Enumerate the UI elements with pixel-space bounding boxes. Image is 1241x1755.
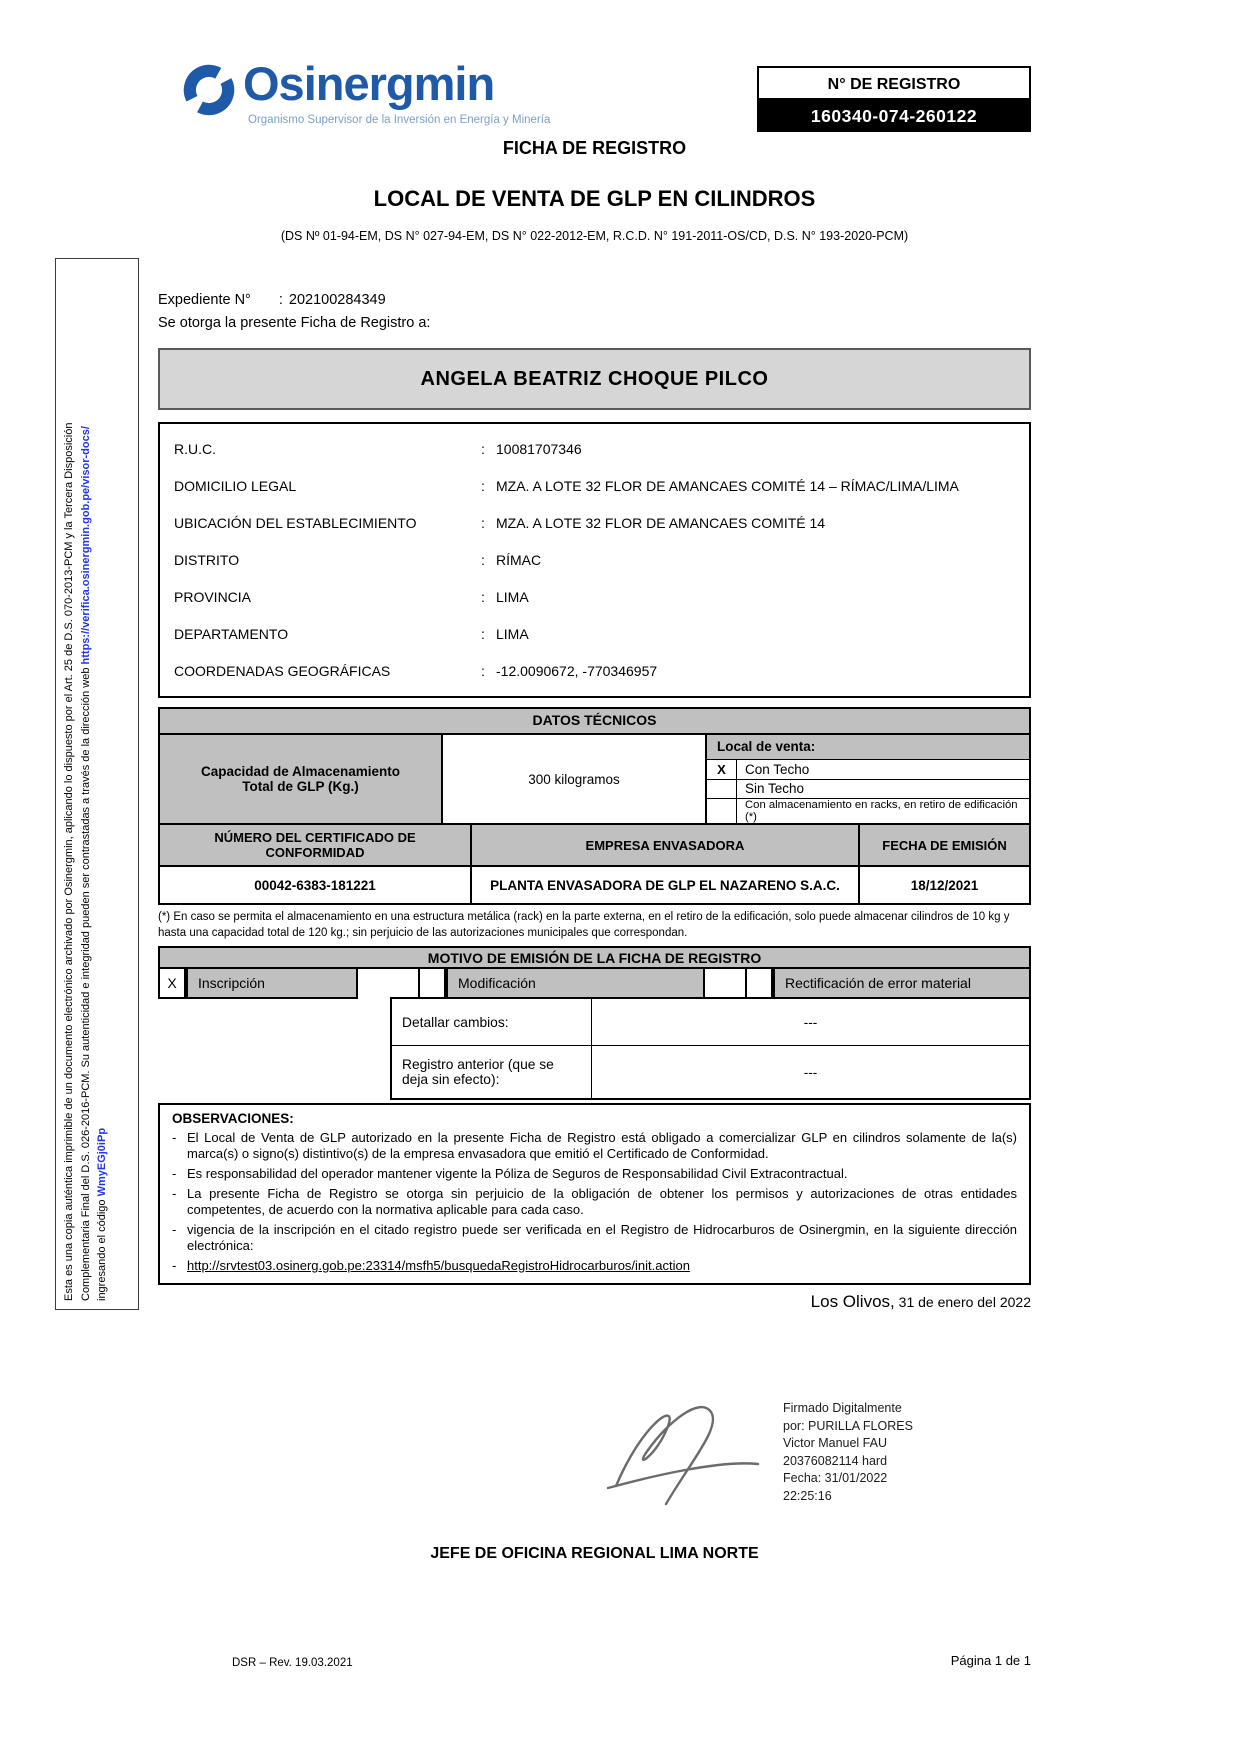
page-number: Página 1 de 1 bbox=[950, 1653, 1031, 1668]
cert-fecha: 18/12/2021 bbox=[910, 877, 979, 893]
list-item: - La presente Ficha de Registro se otorga sin perjuicio de la obligación de obtener los permisos y autorizaciones de otras entidades competentes, de acuerdo con la normativa aplicable para cada caso. bbox=[172, 1186, 1017, 1217]
table-row: DISTRITO : RÍMAC bbox=[174, 551, 542, 568]
signature-scribble bbox=[598, 1390, 783, 1520]
verification-code: WmyEGj0iPp bbox=[96, 1127, 108, 1197]
list-item: - Es responsabilidad del operador mantener vigente la Póliza de Seguros de Responsabilidad Civil Extracontractual. bbox=[172, 1166, 848, 1181]
option-rectificacion: Rectificación de error material bbox=[773, 967, 1031, 999]
sidebar-line-3: ingresando el código WmyEGj0iPp bbox=[96, 1127, 108, 1301]
brand-name: Osinergmin bbox=[243, 57, 495, 110]
option-inscripcion: Inscripción bbox=[186, 967, 358, 999]
sidebar-line-2: Complementaria Final del D.S. 026-2016-PCM. Su autenticidad e integridad pueden ser contrastadas a través de la dirección web https://verifica.osinergmin.gob.pe/visor-docs/ bbox=[79, 426, 92, 1301]
cert-header-fecha: FECHA DE EMISIÓN bbox=[882, 837, 1007, 853]
checkbox-racks[interactable] bbox=[707, 799, 737, 823]
doc-revision: DSR – Rev. 19.03.2021 bbox=[232, 1657, 353, 1669]
page-title: LOCAL DE VENTA DE GLP EN CILINDROS bbox=[373, 186, 816, 211]
datos-tecnicos-title: DATOS TÉCNICOS bbox=[160, 709, 1029, 735]
table-row: DOMICILIO LEGAL : MZA. A LOTE 32 FLOR DE AMANCAES COMITÉ 14 – RÍMAC/LIMA/LIMA bbox=[174, 477, 959, 494]
local-venta-label: Local de venta: bbox=[707, 735, 1029, 760]
table-row: PROVINCIA : LIMA bbox=[174, 589, 529, 606]
list-item: - vigencia de la inscripción en el citado registro puede ser verificada en el Registro de Hidrocarburos de Osinergmin, en la siguiente dirección electrónica: bbox=[172, 1222, 1017, 1253]
table-row: COORDENADAS GEOGRÁFICAS : -12.0090672, -770346957 bbox=[174, 663, 658, 680]
doc-type-heading: FICHA DE REGISTRO bbox=[502, 138, 687, 158]
table-row: Detallar cambios: --- bbox=[392, 999, 1029, 1046]
registro-number-box bbox=[757, 66, 1031, 132]
issuance-line bbox=[158, 1292, 1031, 1312]
hidrocarburos-registry-link[interactable]: http://srvtest03.osinerg.gob.pe:23314/msfh5/busquedaRegistroHidrocarburos/init.action bbox=[187, 1258, 690, 1273]
table-row: UBICACIÓN DEL ESTABLECIMIENTO : MZA. A LOTE 32 FLOR DE AMANCAES COMITÉ 14 bbox=[174, 514, 826, 531]
expediente-label: Expediente N° bbox=[158, 292, 251, 308]
checkbox-rectificacion[interactable] bbox=[745, 967, 773, 999]
table-row: Registro anterior (que se deja sin efecto): --- bbox=[392, 1046, 1029, 1098]
authenticity-sidebar bbox=[55, 258, 139, 1310]
cert-number: 00042-6383-181221 bbox=[160, 867, 472, 903]
list-item: - El Local de Venta de GLP autorizado en la presente Ficha de Registro está obligado a comercializar GLP en cilindros solamente de la(s) marca(s) o signo(s) distintivo(s) de la empresa envasadora que emitió el Certificado de Conformidad. bbox=[172, 1130, 1017, 1161]
signer-role: JEFE DE OFICINA REGIONAL LIMA NORTE bbox=[430, 1545, 759, 1562]
checkbox-modificacion[interactable] bbox=[418, 967, 446, 999]
cert-empresa: PLANTA ENVASADORA DE GLP EL NAZARENO S.A.C. bbox=[472, 867, 860, 903]
datos-tecnicos-table bbox=[158, 707, 1031, 905]
expediente-value: 202100284349 bbox=[288, 292, 386, 308]
option-racks: Con almacenamiento en racks, en retiro de edificación (*) bbox=[707, 799, 1029, 823]
list-item: - http://srvtest03.osinerg.gob.pe:23314/msfh5/busquedaRegistroHidrocarburos/init.action bbox=[172, 1258, 1017, 1274]
observaciones-box bbox=[158, 1103, 1031, 1285]
digital-signature-block: Firmado Digitalmente por: PURILLA FLORES Victor Manuel FAU 20376082114 hard Fecha: 31/01/2022 22:25:16 bbox=[783, 1401, 913, 1503]
checkbox-inscripcion[interactable]: X bbox=[158, 967, 186, 999]
observaciones-title: OBSERVACIONES: bbox=[172, 1111, 294, 1126]
capacidad-label: Capacidad de Almacenamiento Total de GLP (Kg.) bbox=[160, 735, 443, 823]
authenticity-sidebar-text bbox=[56, 259, 140, 1311]
grant-line: Se otorga la presente Ficha de Registro a: bbox=[158, 315, 431, 331]
racks-footnote: (*) En caso se permita el almacenamiento en una estructura metálica (rack) en la parte externa, en el retiro de la edificación, solo puede almacenar cilindros de 10 kg y hasta una capacidad total de 120 kg.; sin perjuicio de las autorizaciones municipales que correspondan. bbox=[158, 911, 1010, 939]
table-row: R.U.C. : 10081707346 bbox=[174, 440, 582, 457]
registro-label: N° DE REGISTRO bbox=[757, 66, 1031, 100]
motivo-title: MOTIVO DE EMISIÓN DE LA FICHA DE REGISTRO bbox=[158, 946, 1031, 969]
checkbox-con-techo[interactable]: X bbox=[707, 760, 737, 779]
registro-number: 160340-074-260122 bbox=[757, 100, 1031, 132]
table-row: DEPARTAMENTO : LIMA bbox=[174, 626, 529, 643]
checkbox-sin-techo[interactable] bbox=[707, 780, 737, 799]
brand-tagline: Organismo Supervisor de la Inversión en Energía y Minería bbox=[248, 114, 551, 126]
holder-name-banner: ANGELA BEATRIZ CHOQUE PILCO bbox=[158, 348, 1031, 410]
option-modificacion: Modificación bbox=[446, 967, 705, 999]
holder-details-table bbox=[158, 422, 1031, 698]
option-sin-techo: Sin Techo bbox=[707, 780, 1029, 800]
capacidad-value: 300 kilogramos bbox=[443, 735, 707, 823]
cert-header-numero: NÚMERO DEL CERTIFICADO DE CONFORMIDAD bbox=[160, 825, 472, 865]
osinergmin-logo-icon bbox=[180, 60, 238, 125]
detallar-cambios-value: --- bbox=[803, 1014, 818, 1030]
legal-references: (DS Nº 01-94-EM, DS N° 027-94-EM, DS N° 022-2012-EM, R.C.D. N° 191-2011-OS/CD, D.S. N° 193-2020-PCM) bbox=[280, 229, 909, 243]
expediente-line: Expediente N° : 202100284349 bbox=[158, 292, 386, 308]
motivo-table bbox=[158, 946, 1031, 1100]
verification-url-link[interactable]: https://verifica.osinergmin.gob.pe/visor-docs/ bbox=[79, 426, 92, 665]
cert-header-empresa: EMPRESA ENVASADORA bbox=[472, 825, 860, 865]
option-con-techo: X Con Techo bbox=[707, 760, 1029, 780]
registro-anterior-value: --- bbox=[803, 1064, 818, 1080]
issuance-date: 31 de enero del 2022 bbox=[894, 1294, 1031, 1310]
motivo-detail-table bbox=[390, 997, 1031, 1100]
issuance-place: Los Olivos, bbox=[810, 1292, 895, 1311]
sidebar-line-1: Esta es una copia auténtica imprimible de un documento electrónico archivado por Osinergmin, aplicando lo dispuesto por el Art. 25 de D.S. 070-2013-PCM y la Tercera Disposición bbox=[63, 422, 75, 1301]
